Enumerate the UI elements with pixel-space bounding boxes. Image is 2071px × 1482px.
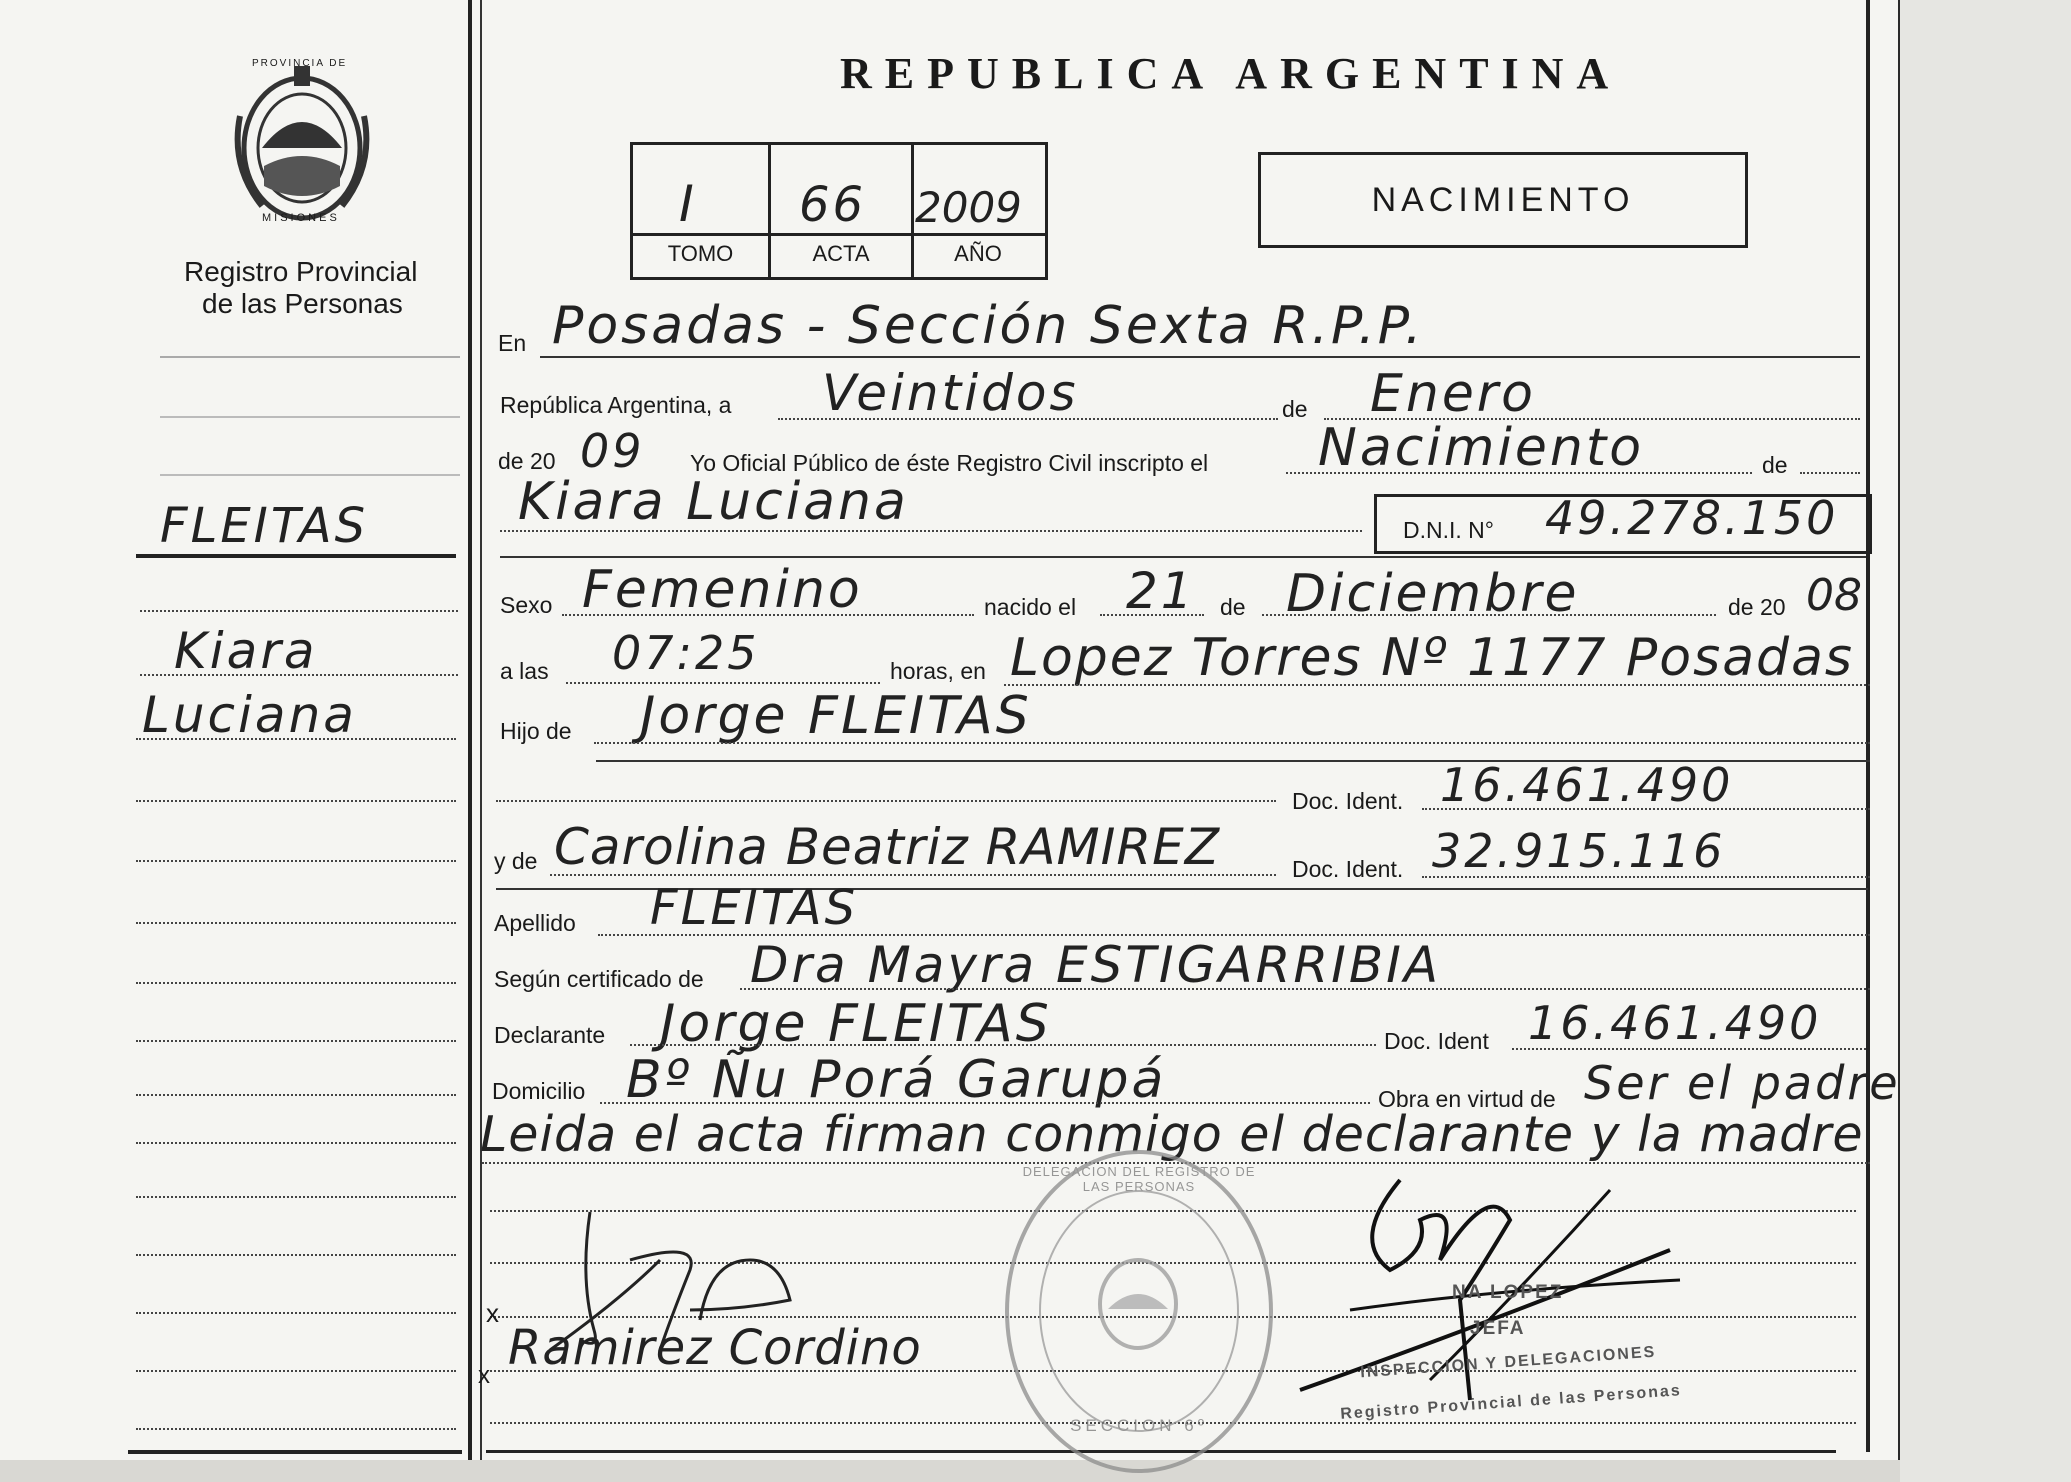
field-dots — [1100, 614, 1204, 616]
nota-value: Leida el acta firman conmigo el declarante y la madre — [480, 1106, 1864, 1163]
margin-dots — [136, 1312, 456, 1314]
padre-value: Jorge FLEITAS — [640, 686, 1032, 746]
field-dots — [566, 682, 880, 684]
record-type: NACIMIENTO — [1371, 181, 1635, 219]
label-segun: Según certificado de — [494, 966, 704, 992]
field-dots — [1004, 684, 1870, 686]
declarante-value: Jorge FLEITAS — [660, 994, 1052, 1054]
anio-label: AÑO — [954, 241, 1002, 266]
field-line — [500, 556, 1866, 558]
registry-name-line1: Registro Provincial — [184, 256, 418, 287]
label-hijo-de: Hijo de — [500, 718, 572, 744]
page-bottom-edge — [0, 1460, 1900, 1482]
margin-dots — [136, 1196, 456, 1198]
acta-value: 66 — [799, 177, 867, 233]
tipo-value: Nacimiento — [1318, 418, 1645, 478]
tomo-label: TOMO — [667, 241, 734, 266]
tomo-value: I — [679, 175, 697, 233]
label-dni: D.N.I. N° — [1403, 517, 1494, 543]
stamp-registry: Registro Provincial de las Personas — [1339, 1382, 1683, 1423]
field-dots — [562, 614, 974, 616]
margin-dots — [136, 860, 456, 862]
label-de: de — [1282, 396, 1308, 422]
field-dots — [496, 800, 1276, 802]
label-doc-ident-padre: Doc. Ident. — [1292, 788, 1404, 814]
field-line — [540, 356, 1860, 358]
dia-inscripcion-value: Veintidos — [822, 364, 1079, 422]
record-type-box — [1258, 152, 1748, 248]
label-oficial: Yo Oficial Público de éste Registro Civil inscripto el — [690, 450, 1209, 476]
stamp-role: JEFA — [1470, 1318, 1526, 1339]
label-republica: República Argentina, a — [500, 392, 732, 418]
apellido-value: FLEITAS — [650, 880, 859, 936]
document-title: REPUBLICA ARGENTINA — [840, 49, 1622, 98]
doc-declarante-value: 16.461.490 — [1528, 996, 1822, 1050]
label-declarante: Declarante — [494, 1022, 606, 1048]
margin-dots — [136, 1040, 456, 1042]
anio-nacimiento-value: 08 — [1806, 570, 1862, 621]
label-doc-ident-madre: Doc. Ident. — [1292, 856, 1404, 882]
field-dots — [630, 1044, 1376, 1046]
label-obra: Obra en virtud de — [1378, 1086, 1556, 1112]
label-doc-ident-declarante: Doc. Ident — [1384, 1028, 1489, 1054]
stamp-name: NA LOPEZ — [1452, 1282, 1564, 1303]
certificado-value: Dra Mayra ESTIGARRIBIA — [750, 936, 1442, 994]
margin-given-name-1: Kiara — [174, 622, 318, 680]
field-dots — [1262, 614, 1716, 616]
field-dots — [500, 530, 1362, 532]
label-en: En — [498, 330, 527, 356]
registry-name-line2: de las Personas — [202, 288, 403, 319]
dni-value: 49.278.150 — [1545, 491, 1839, 545]
label-de-3: de — [1220, 594, 1246, 620]
lugar-nacimiento-value: Lopez Torres Nº 1177 Posadas — [1010, 628, 1855, 688]
margin-dots — [136, 1094, 456, 1096]
field-dots — [1422, 876, 1870, 878]
margin-dots — [136, 922, 456, 924]
lugar-value: Posadas - Sección Sexta R.P.P. — [552, 296, 1425, 356]
margin-dots — [136, 982, 456, 984]
province-emblem-icon — [222, 56, 382, 236]
margin-divider-inner — [480, 0, 482, 1460]
margin-dots — [136, 1254, 456, 1256]
field-dots — [594, 742, 1870, 744]
label-de-20: de 20 — [498, 448, 556, 474]
dni-box — [1374, 491, 1872, 554]
margin-surname-line — [136, 554, 456, 558]
margin-bottom-line — [128, 1450, 462, 1454]
label-de20: de 20 — [1728, 594, 1786, 620]
domicilio-value: Bº Ñu Porá Garupá — [626, 1050, 1167, 1110]
label-sexo: Sexo — [500, 592, 553, 618]
label-domicilio: Domicilio — [492, 1078, 586, 1104]
margin-dots — [140, 610, 458, 612]
madre-signature: Ramirez Cordino — [508, 1320, 922, 1376]
anio-inscripcion-value: 09 — [580, 424, 645, 478]
label-de-2: de — [1762, 452, 1788, 478]
record-id-grid — [630, 142, 1048, 280]
emblem-text-bottom: MISIONES — [262, 212, 340, 224]
doc-madre-value: 32.915.116 — [1432, 824, 1726, 878]
acta-label: ACTA — [812, 241, 870, 266]
seal-emblem-icon — [1093, 1254, 1183, 1354]
margin-dots — [136, 1370, 456, 1372]
mes-nacimiento-value: Diciembre — [1286, 564, 1580, 624]
field-dots — [1422, 808, 1870, 810]
margin-line — [160, 416, 460, 418]
field-dots — [600, 1102, 1370, 1104]
obra-value: Ser el padre — [1584, 1056, 1901, 1110]
page-edge — [1900, 0, 2071, 1482]
margin-surname: FLEITAS — [160, 498, 369, 554]
label-apellido: Apellido — [494, 910, 576, 936]
margin-dots — [136, 1428, 456, 1430]
field-dots — [550, 874, 1276, 876]
stamp-office: INSPECCION Y DELEGACIONES — [1359, 1343, 1657, 1382]
madre-value: Carolina Beatriz RAMIREZ — [554, 818, 1221, 876]
seal-text: DELEGACION DEL REGISTRO DE LAS PERSONAS — [1022, 1164, 1256, 1194]
sexo-value: Femenino — [582, 560, 863, 620]
margin-dots — [136, 800, 456, 802]
hora-value: 07:25 — [612, 626, 760, 680]
margin-line — [160, 474, 460, 476]
emblem-text-top: PROVINCIA DE — [252, 58, 348, 69]
margin-divider — [468, 0, 472, 1460]
label-horas-en: horas, en — [890, 658, 986, 684]
nombre-value: Kiara Luciana — [518, 472, 909, 532]
field-dots — [740, 988, 1870, 990]
official-seal — [1005, 1150, 1273, 1473]
label-nacido: nacido el — [984, 594, 1077, 620]
margin-given-name-2: Luciana — [142, 686, 357, 744]
field-dots — [1512, 1048, 1866, 1050]
right-border — [1866, 0, 1870, 1452]
label-y-de: y de — [494, 848, 538, 874]
seal-section: SECCION 6º — [1070, 1416, 1208, 1435]
signature-mark-2: x — [478, 1362, 490, 1389]
mes-inscripcion-value: Enero — [1370, 364, 1536, 424]
grid-divider — [633, 233, 1045, 236]
doc-padre-value: 16.461.490 — [1440, 758, 1734, 812]
margin-line — [160, 356, 460, 358]
field-dots — [1800, 472, 1860, 474]
dia-nacimiento-value: 21 — [1126, 562, 1196, 620]
margin-dots — [136, 1142, 456, 1144]
signature-mark-1: x — [486, 1298, 499, 1328]
anio-value: 2009 — [915, 183, 1022, 232]
label-a-las: a las — [500, 658, 549, 684]
